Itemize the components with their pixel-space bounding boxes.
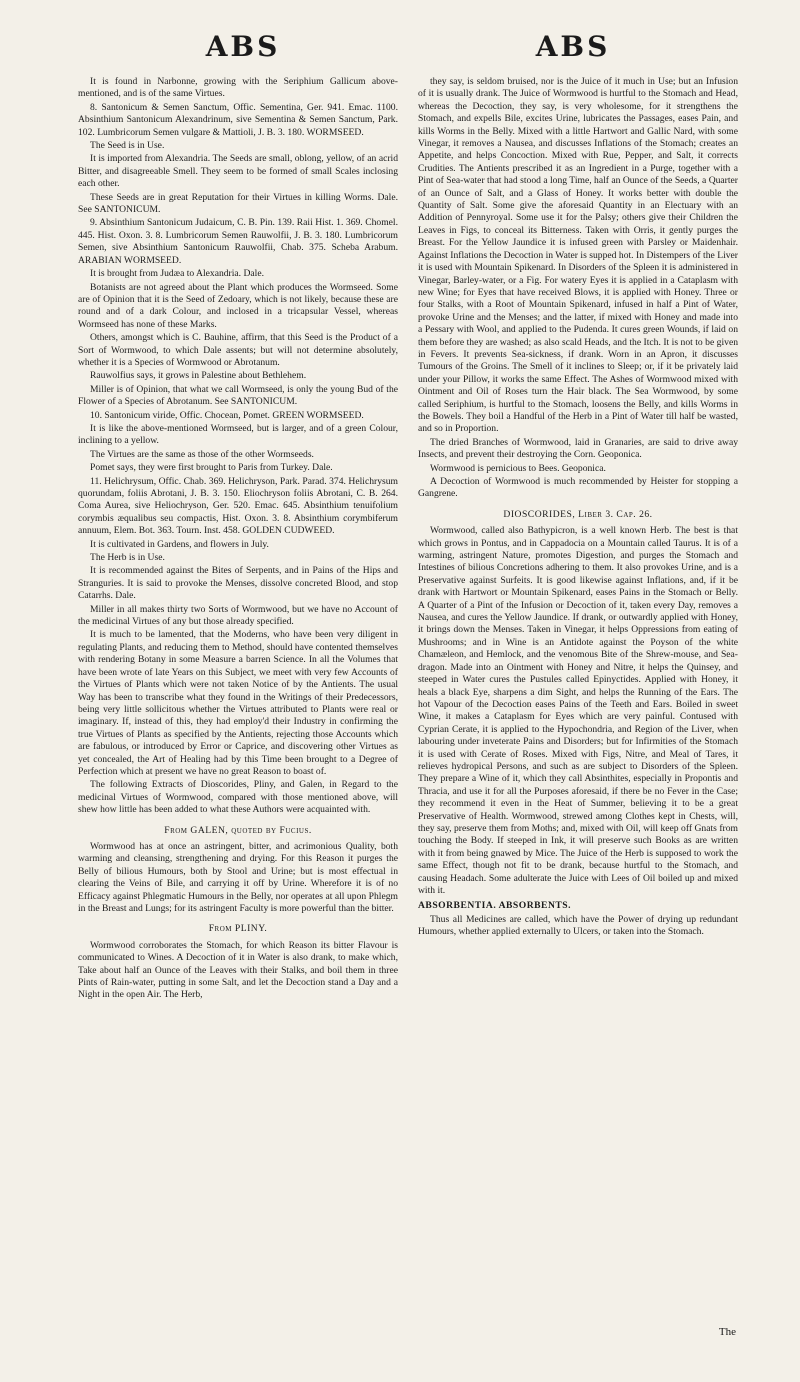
paragraph: The Seed is in Use.	[90, 140, 165, 152]
paragraph: It is much to be lamented, that the Moderns, who have been very diligent in regulating Plants, and reducing them to Method, should have contented themselves with rendering Botany in some Measure a barren Science. In all the Volumes that have been wrote of late Years on this Subject, we meet with very few Accounts of the Virtues of Plants which were not taken Notice of by the Antients. The usual Way has been to transcribe what they found in the Writings of their Predecessors, being very little sollicitous whether the Virtues attributed to Plants were real or imaginary. If, instead of this, they had employ'd their Industry in confirming the true Virtues of Plants as specified by the Antients, rejecting those Accounts which are fabulous, or introduced by Error or Caprice, and discovering other Virtues as yet concealed, the Art of Healing had by this Time been brought to a Degree of Perfection which at present we have no great Reason to boast of.	[78, 629, 398, 777]
paragraph: 8. Santonicum & Semen Sanctum, Offic. Sementina, Ger. 941. Emac. 1100. Absinthium Santonicum Alexandrinum, sive Sementina & Semen Sanctum, Park. 102. Lumbricorum Semen vulgare & Mattioli, J. B. 3. 180. WORMSEED.	[78, 101, 398, 138]
paragraph: The dried Branches of Wormwood, laid in Granaries, are said to drive away Insects, and prevent their destroying the Corn. Geoponica.	[418, 436, 738, 461]
right-column	[418, 76, 738, 1003]
paragraph: Botanists are not agreed about the Plant which produces the Wormseed. Some are of Opinion that it is the Seed of Zedoary, which is not likely, because these are round and of a dark Colour, and inclosed in a tricapsular Vessel, whereas Wormseed has none of these Marks.	[78, 281, 398, 330]
paragraph: The Virtues are the same as those of the other Wormseeds.	[90, 448, 314, 460]
paragraph: Miller is of Opinion, that what we call Wormseed, is only the young Bud of the Flower of a Species of Abrotanum. See SANTONICUM.	[78, 383, 398, 408]
paragraph: It is like the above-mentioned Wormseed, but is larger, and of a green Colour, inclining to a yellow.	[78, 422, 398, 447]
paragraph: Rauwolfius says, it grows in Palestine about Bethlehem.	[90, 370, 307, 382]
paragraph: It is found in Narbonne, growing with the Seriphium Gallicum above-mentioned, and is of the same Virtues.	[78, 76, 398, 100]
paragraph: It is imported from Alexandria. The Seeds are small, oblong, yellow, of an acrid Bitter, and disagreeable Smell. They seem to be formed of small Scales inclosing each other.	[78, 153, 398, 190]
paragraph: Wormwood, called also Bathypicron, is a well known Herb. The best is that which grows in Pontus, and in Cappadocia on a Mountain called Taurus. It is of a warming, astringent Nature, promotes Digestion, and purges the Stomach and Intestines of bilious Concretions adhering to them. It also provokes Urine, and is a Preservative against Surfeits. It is good likewise against Inflations, and, if it be drank with Hartwort or Mountain Spikenard, eases Pains in the Stomach or Belly. A Quarter of a Pint of the Infusion or Decoction of it, taken every Day, removes a Nausea, and cures the Yellow Jaundice. If drank, or outwardly applied with Honey, it brings down the Menses. Taken in Vinegar, it helps Oppressions from eating of Mushrooms; and in Wine is an Antidote against the Poyson of the white Chamæleon, and Hemlock, and the venomous Bite of the Shrew-mouse, and Sea-dragon. Made into an Ointment with Honey and Nitre, it helps the Quinsey, and steeped in Water cures the Pustules called Epinyctides. Applied with Honey, it heals a black Eye, sharpens a dim Sight, and helps the Running of the Ears. The hot Vapour of the Decoction eases Pains of the Teeth and Ears. Boiled in sweet Wine, it makes a Cataplasm for Eyes which are very painful. Contused with Cyprian Cerate, it is applied to the Hypochondria, and Region of the Liver, when labouring under inveterate Pains and Disorders; but for Infirmities of the Stomach it is used with Cerate of Roses. Mixed with Figs, Nitre, and Meal of Tares, it relieves hydropical Persons, and such as are subject to Disorders of the Spleen. They prepare a Wine of it, which they call Absinthites, especially in Propontis and Thracia, and use it for all the Purposes aforesaid, if there be no Fever in the Case; they recommend it even in the Heat of Summer, believing it to be a great Preservative of Health. Wormwood, strewed among Clothes kept in Chests, will, they say, preserve them from Moths; and, mixed with Oil, will keep off Gnats from touching the Body. If steeped in Ink, it will preserve such Books as are written with it from being gnawed by Mice. The Juice of the Herb is supposed to work the same Effect, though not fit to be drank, because hurtful to the Stomach, and causing Headach. Some adulterate the Juice with Lees of Oil boiled up and mixed with it.	[418, 525, 738, 896]
section-heading: From PLINY.	[208, 923, 268, 935]
paragraph: A Decoction of Wormwood is much recommended by Heister for stopping a Gangrene.	[418, 476, 738, 500]
paragraph: It is recommended against the Bites of Serpents, and in Pains of the Hips and Stranguries. It is said to provoke the Menses, dissolve concreted Blood, and stop Catarrhs. Dale.	[78, 565, 398, 602]
paragraph: Wormwood has at once an astringent, bitter, and acrimonious Quality, both warming and cleansing, strengthening and drying. For this Reason it purges the Belly of bilious Humours, both by Stool and Urine; but is most effectual in clearing the Veins of Bile, and carrying it off by Urine. Wherefore it is of no Efficacy against Phlegmatic Humours in the Belly, nor operates at all upon Phlegm in the Breast and Lungs; for its astringent Faculty is more powerful than the bitter.	[78, 840, 398, 914]
left-column	[78, 76, 398, 1003]
paragraph: 11. Helichrysum, Offic. Chab. 369. Helichryson, Park. Parad. 374. Helichrysum quorundam, foliis Abrotani, J. B. 3. 150. Eliochryson foliis Abrotani, C. B. 264. Coma Aurea, sive Heliochryson, Ger. 520. Emac. 645. Absinthium tenuifolium corymbis æqualibus seu compactis, Hist. Oxon. 3. 8. Absinthium corymbiferum annuum, Elem. Bot. 363. Tourn. Inst. 458. GOLDEN CUDWEED.	[78, 475, 398, 537]
paragraph: 9. Absinthium Santonicum Judaicum, C. B. Pin. 139. Raii Hist. 1. 369. Chomel. 445. Hist. Oxon. 3. 8. Lumbricorum Semen Rauwolfii, J. B. 3. 180. Lumbricorum Semen, sive Absinthium Santonicum Rauwolfii, Chab. 375. Scheba Arabum. ARABIAN WORMSEED.	[78, 217, 398, 266]
paragraph: It is cultivated in Gardens, and flowers in July.	[90, 538, 269, 550]
text-columns	[78, 76, 738, 1003]
paragraph: Thus all Medicines are called, which have the Power of drying up redundant Humours, whether applied externally to Ulcers, or taken into the Stomach.	[418, 913, 738, 938]
paragraph: 10. Santonicum viride, Offic. Chocean, Pomet. GREEN WORMSEED.	[90, 409, 364, 421]
paragraph: Wormwood corroborates the Stomach, for which Reason its bitter Flavour is communicated to Wines. A Decoction of it in Water is also drank, to make which, Take about half an Ounce of the Leaves with their Stalks, and boil them in three Pints of Rain-water, putting in some Salt, and let the Decoction stand a Day and a Night in the open Air. The Herb,	[78, 939, 398, 1001]
paragraph: Pomet says, they were first brought to Paris from Turkey. Dale.	[90, 462, 333, 474]
paragraph: The following Extracts of Dioscorides, Pliny, and Galen, in Regard to the medicinal Virtues of Wormwood, compared with those mentioned above, will shew how little has been added to what these Authors were acquainted with.	[78, 779, 398, 816]
paragraph: The Herb is in Use.	[90, 552, 165, 564]
entry-heading: ABSORBENTIA. ABSORBENTS.	[418, 900, 572, 912]
section-heading: DIOSCORIDES, Liber 3. Cap. 26.	[503, 508, 653, 520]
section-heading: From GALEN, quoted by Fucius.	[164, 824, 312, 836]
catchword: The	[718, 1326, 736, 1338]
paragraph: Others, amongst which is C. Bauhine, affirm, that this Seed is the Product of a Sort of Wormwood, to which Dale assents; but will not determine absolutely, whether it is a Species of Wormwood or Abrotanum.	[78, 332, 398, 368]
paragraph: It is brought from Judæa to Alexandria. Dale.	[90, 268, 264, 280]
paragraph: Wormwood is pernicious to Bees. Geoponica.	[430, 462, 606, 474]
paragraph: they say, is seldom bruised, nor is the Juice of it much in Use; but an Infusion of it is usually drank. The Juice of Wormwood is hurtful to the Stomach and Head, whereas the Decoction, they say, is very wholesome, for it strengthens the Stomach, and expells Bile, excites Urine, lubricates the Passages, eases Pain, and kills Worms in the Belly. Mixed with a little Hartwort and Gallic Nard, with some Vinegar, it removes a Nausea, and discusses Inflations of the Stomach; creates an Appetite, and helps Concoction. Mixed with Rue, Pepper, and Salt, it corrects Crudities. The Antients prescribed it as an Ingredient in a Purge, together with a Pint of Sea-water that had stood a long Time, half an Ounce of the Seeds, a Quarter of an Ounce of Salt, and a Glass of Honey. It works better with double the Quantity of Salt. Some give the aforesaid Quantity in an Electuary with an Addition of Pennyroyal. Some use it for the Palsy; others give their Children the Leaves in Figs, to conceal its Bitterness. Taken with Orris, it gently purges the Breast. For the Yellow Jaundice it is infused green with Parsley or Maidenhair. Against Inflations the Decoction in Water is supped hot. In Distempers of the Liver it is used with Mountain Spikenard. In Disorders of the Spleen it is administered in Vinegar, Barley-water, or a Fig. For watery Eyes it is applied in a Cataplasm with new Wine; for Eyes that have received Blows, it is applied with Honey. Three or four Stalks, with a Root of Mountain Spikenard, infused in half a Pint of Water, provoke Urine and the Menses; and the latter, if mixed with Honey and made into a Pessary with Wool, and applied to the Pudenda. It cures green Wounds, if laid on them before they are washed; as also scald Heads, and the Itch. It is not to be given in Fevers. It prevents Sea-sickness, if drank. Worn in an Apron, it discusses Tumours of the Groins. The Smell of it inclines to Sleep; or, if it be privately laid under your Pillow, it works the same Effect. The Ashes of Wormwood mixed with Ointment and Oil of Roses turn the Hair black. The Sea Wormwood, by some called Seriphium, is hurtful to the Stomach, loosens the Belly, and kills Worms in the Bowels. They boil a Handful of the Herb in a Pint of Water till half be wasted, and so in Proportion.	[418, 76, 738, 435]
paragraph: These Seeds are in great Reputation for their Virtues in killing Worms. Dale. See SANTONICUM.	[78, 191, 398, 216]
paragraph: Miller in all makes thirty two Sorts of Wormwood, but we have no Account of the medicinal Virtues of any but those already specified.	[78, 603, 398, 628]
running-head-left: ABS	[205, 30, 281, 63]
running-heads	[78, 30, 738, 70]
running-head-right: ABS	[535, 30, 611, 63]
